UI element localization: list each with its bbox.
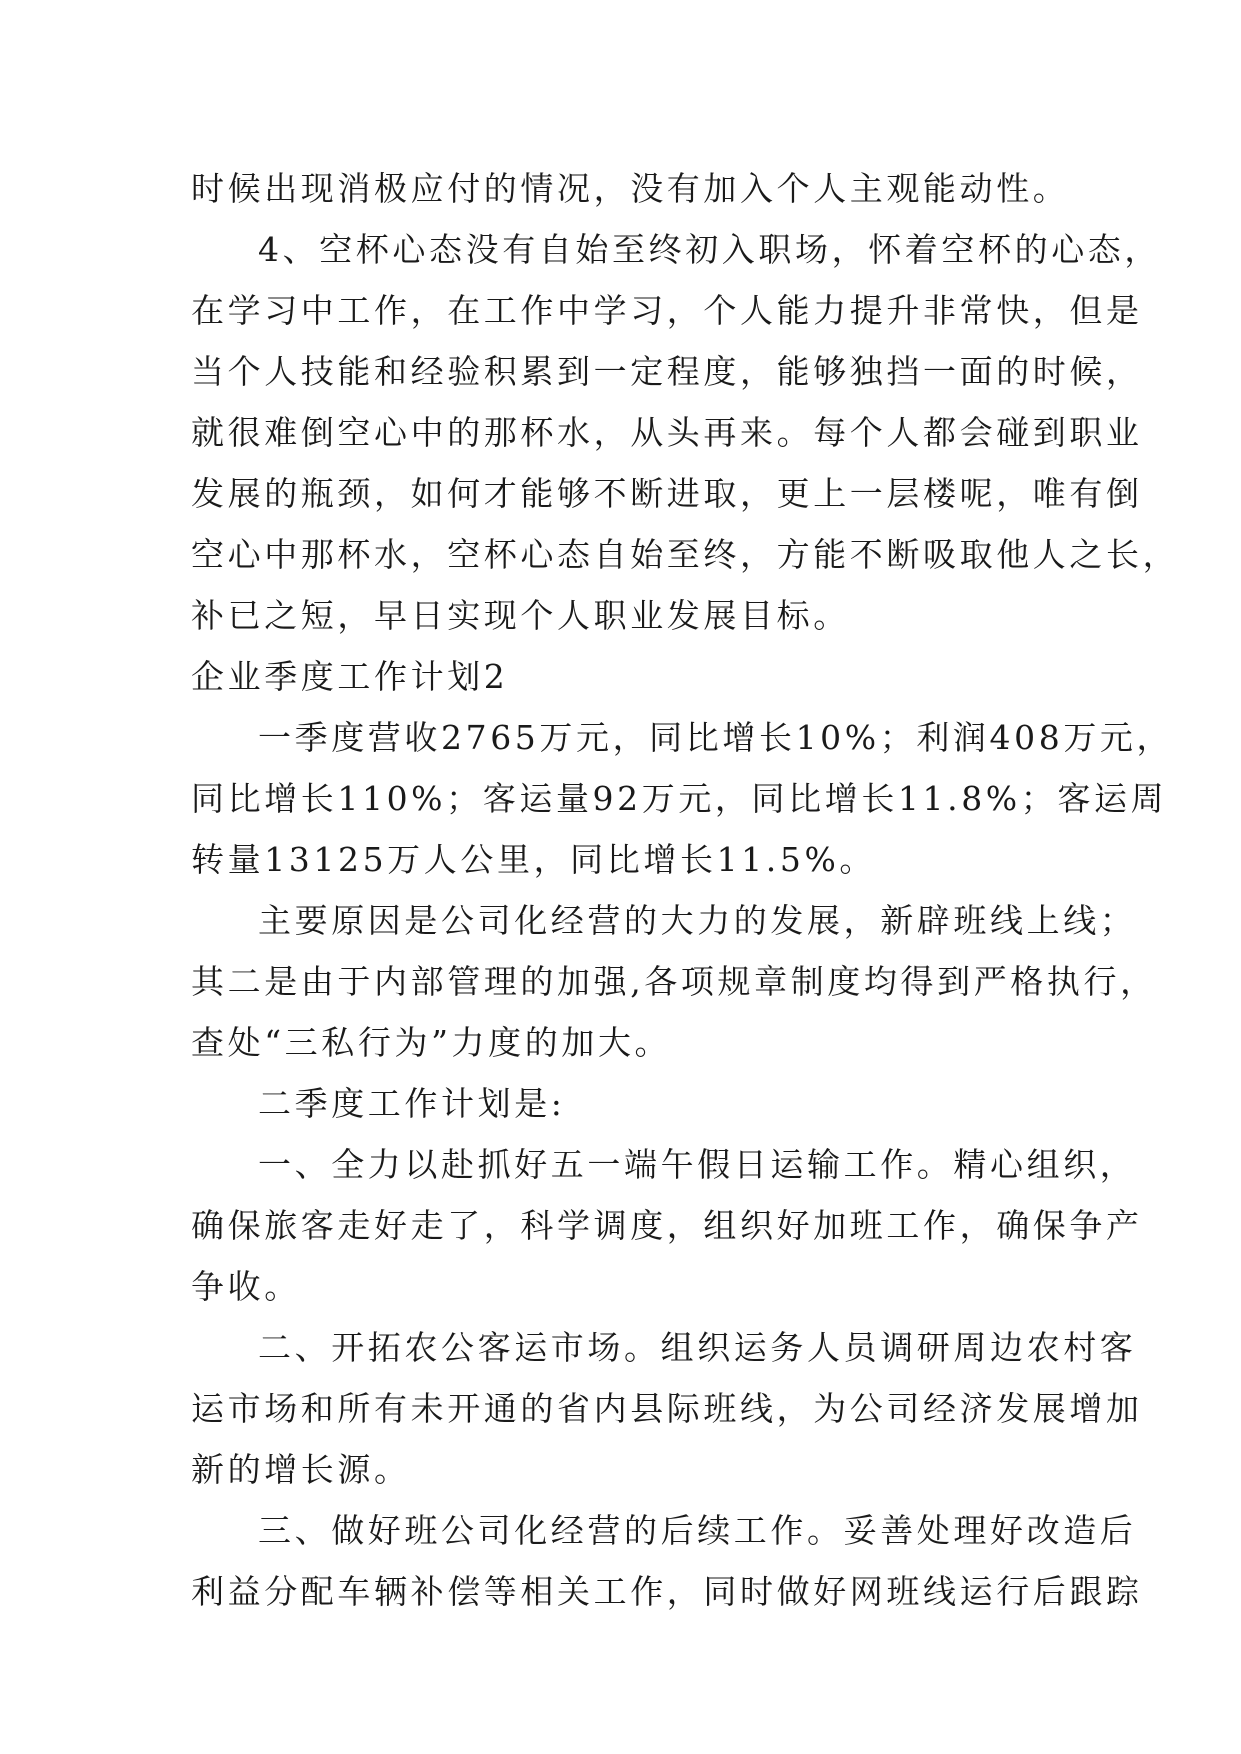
document-body bbox=[191, 158, 1180, 1622]
text-line: 一季度营收2765万元，同比增长10%；利润408万元， bbox=[258, 718, 1174, 757]
text-line: 补已之短，早日实现个人职业发展目标。 bbox=[191, 596, 850, 635]
text-line: 就很难倒空心中的那杯水，从头再来。每个人都会碰到职业 bbox=[191, 413, 1143, 452]
text-line: 新的增长源。 bbox=[191, 1450, 411, 1489]
text-line: 其二是由于内部管理的加强,各项规章制度均得到严格执行， bbox=[191, 962, 1157, 1001]
text-line: 争收。 bbox=[191, 1267, 301, 1306]
text-line: 查处“三私行为”力度的加大。 bbox=[191, 1023, 672, 1062]
text-line: 在学习中工作，在工作中学习，个人能力提升非常快，但是 bbox=[191, 291, 1143, 330]
text-line: 转量13125万人公里，同比增长11.5%。 bbox=[191, 840, 877, 879]
text-line: 一、全力以赴抓好五一端午假日运输工作。精心组织， bbox=[258, 1145, 1137, 1184]
section-heading: 企业季度工作计划2 bbox=[191, 657, 509, 696]
text-line: 时候出现消极应付的情况，没有加入个人主观能动性。 bbox=[191, 169, 1070, 208]
text-line: 4、空杯心态没有自始至终初入职场，怀着空杯的心态， bbox=[258, 230, 1161, 269]
text-line: 二季度工作计划是: bbox=[258, 1084, 566, 1123]
text-line: 发展的瓶颈，如何才能够不断进取，更上一层楼呢，唯有倒 bbox=[191, 474, 1143, 513]
text-line: 运市场和所有未开通的省内县际班线，为公司经济发展增加 bbox=[191, 1389, 1143, 1428]
text-line: 确保旅客走好走了，科学调度，组织好加班工作，确保争产 bbox=[191, 1206, 1143, 1245]
text-line: 利益分配车辆补偿等相关工作，同时做好网班线运行后跟踪 bbox=[191, 1572, 1143, 1611]
text-line: 三、做好班公司化经营的后续工作。妥善处理好改造后 bbox=[258, 1511, 1137, 1550]
text-line: 空心中那杯水，空杯心态自始至终，方能不断吸取他人之长， bbox=[191, 535, 1180, 574]
text-line: 同比增长110%；客运量92万元，同比增长11.8%；客运周 bbox=[191, 779, 1168, 818]
text-line: 当个人技能和经验积累到一定程度，能够独挡一面的时候， bbox=[191, 352, 1143, 391]
text-line: 主要原因是公司化经营的大力的发展，新辟班线上线； bbox=[258, 901, 1137, 940]
text-line: 二、开拓农公客运市场。组织运务人员调研周边农村客 bbox=[258, 1328, 1137, 1367]
